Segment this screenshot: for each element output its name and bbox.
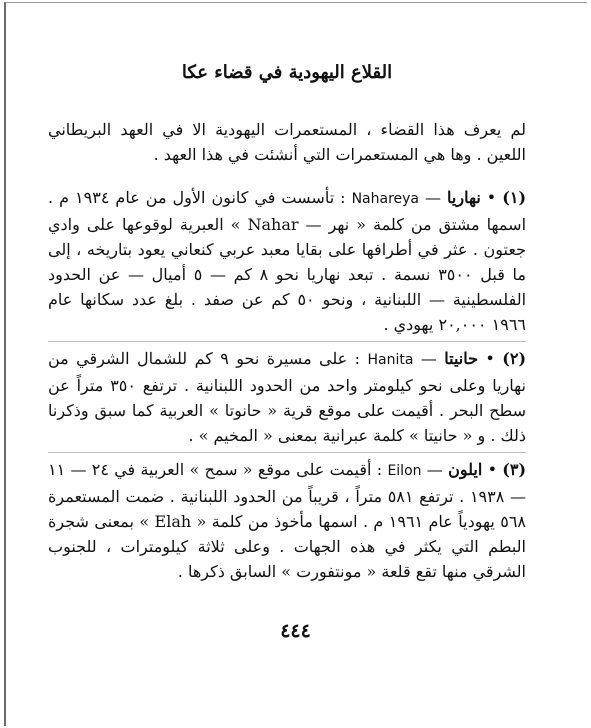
entry-eilon: (٣) • ايلون — Eilon : أقيمت على موقع « سمح » العربية في ٢٤ — ١١ — ١٩٣٨ . ترتفع ٥٨١ متراً ، قريباً من الحدود اللبنانية . ضمت المستعمرة ٥٦٨ يهودياً عام ١٩٦١ م . اسمها مأخوذ من كلمة « Elah » بمعنى شجرة البطم التي يكثر في هذه الجهات . وعلى ثلاثة كيلومترات ، للجنوب الشرقي منها تقع قلعة « مونتفورت » السابق ذكرها . — [48, 452, 526, 584]
intro-paragraph: لم يعرف هذا القضاء ، المستعمرات اليهودية الا في العهد البريطاني اللعين . وها هي المستعمرات التي أنشئت في هذا العهد . — [48, 120, 526, 164]
entry-name: نهاريا — [447, 188, 481, 207]
entry-name: حانيتا — [444, 349, 478, 368]
entry-number: (٣) — [502, 460, 527, 479]
entry-latin-name: Nahareya — [351, 191, 419, 207]
entry-latin-name: Hanita — [367, 352, 414, 368]
page-number: ٤٤٤ — [280, 620, 311, 642]
entry-nahareya: (١) • نهاريا — Nahareya : تأسست في كانون الأول من عام ١٩٣٤ م . اسمها مشتق من كلمة « نهر — Nahar » العبرية لوقوعها على وادي جعتون . عثر في أطرافها على بقايا معبد عربي كنعاني يعود بتاريخه ، إلى ما قبل ٣٥٠٠ نسمة . تبعد نهاريا نحو ٨ كم — ٥ أميال — عن الحدود الفلسطينية — اللبنانية ، ونحو ٥٠ كم عن صفد . بلغ عدد سكانها عام ١٩٦٦ ٢٠,٠٠٠ يهودي . — [48, 188, 527, 334]
entry-latin-name: Eilon — [387, 463, 422, 479]
page-title: القلاع اليهودية في قضاء عكا — [181, 62, 393, 83]
entry-text: : تأسست في كانون الأول من عام ١٩٣٤ م . اسمها مشتق من كلمة « نهر — Nahar » العبرية لوقوعها على وادي جعتون . عثر في أطرافها على بقايا معبد عربي كنعاني يعود بتاريخه ، إلى ما قبل ٣٥٠٠ نسمة . تبعد نهاريا نحو ٨ كم — ٥ أميال — عن الحدود الفلسطينية — اللبنانية ، ونحو ٥٠ كم عن صفد . بلغ عدد سكانها عام ١٩٦٦ ٢٠,٠٠٠ يهودي . — [48, 188, 527, 334]
entry-hanita: (٢) • حانيتا — Hanita : على مسيرة نحو ٩ كم للشمال الشرقي من نهاريا وعلى نحو كيلومتر واحد من الحدود اللبنانية . ترتفع ٣٥٠ متراً عن سطح البحر . أقيمت على موقع قرية « حانوتا » العربية كما سبق وذكرنا ذلك . و « حانيتا » كلمة عبرانية بمعنى « المخيم » . — [48, 341, 526, 448]
entry-text: : على مسيرة نحو ٩ كم للشمال الشرقي من نهاريا وعلى نحو كيلومتر واحد من الحدود اللبنانية . ترتفع ٣٥٠ متراً عن سطح البحر . أقيمت على موقع قرية « حانوتا » العربية كما سبق وذكرنا ذلك . و « حانيتا » كلمة عبرانية بمعنى « المخيم » . — [48, 349, 526, 445]
page-body — [48, 62, 526, 584]
entry-name: ايلون — [448, 460, 483, 479]
entry-number: (١) — [502, 188, 527, 207]
entry-number: (٢) — [502, 349, 527, 368]
entry-text: : أقيمت على موقع « سمح » العربية في ٢٤ — ١١ — ١٩٣٨ . ترتفع ٥٨١ متراً ، قريباً من الحدود اللبنانية . ضمت المستعمرة ٥٦٨ يهودياً عام ١٩٦١ م . اسمها مأخوذ من كلمة « Elah » بمعنى شجرة البطم التي يكثر في هذه الجهات . وعلى ثلاثة كيلومترات ، للجنوب الشرقي منها تقع قلعة « مونتفورت » السابق ذكرها . — [48, 460, 527, 581]
